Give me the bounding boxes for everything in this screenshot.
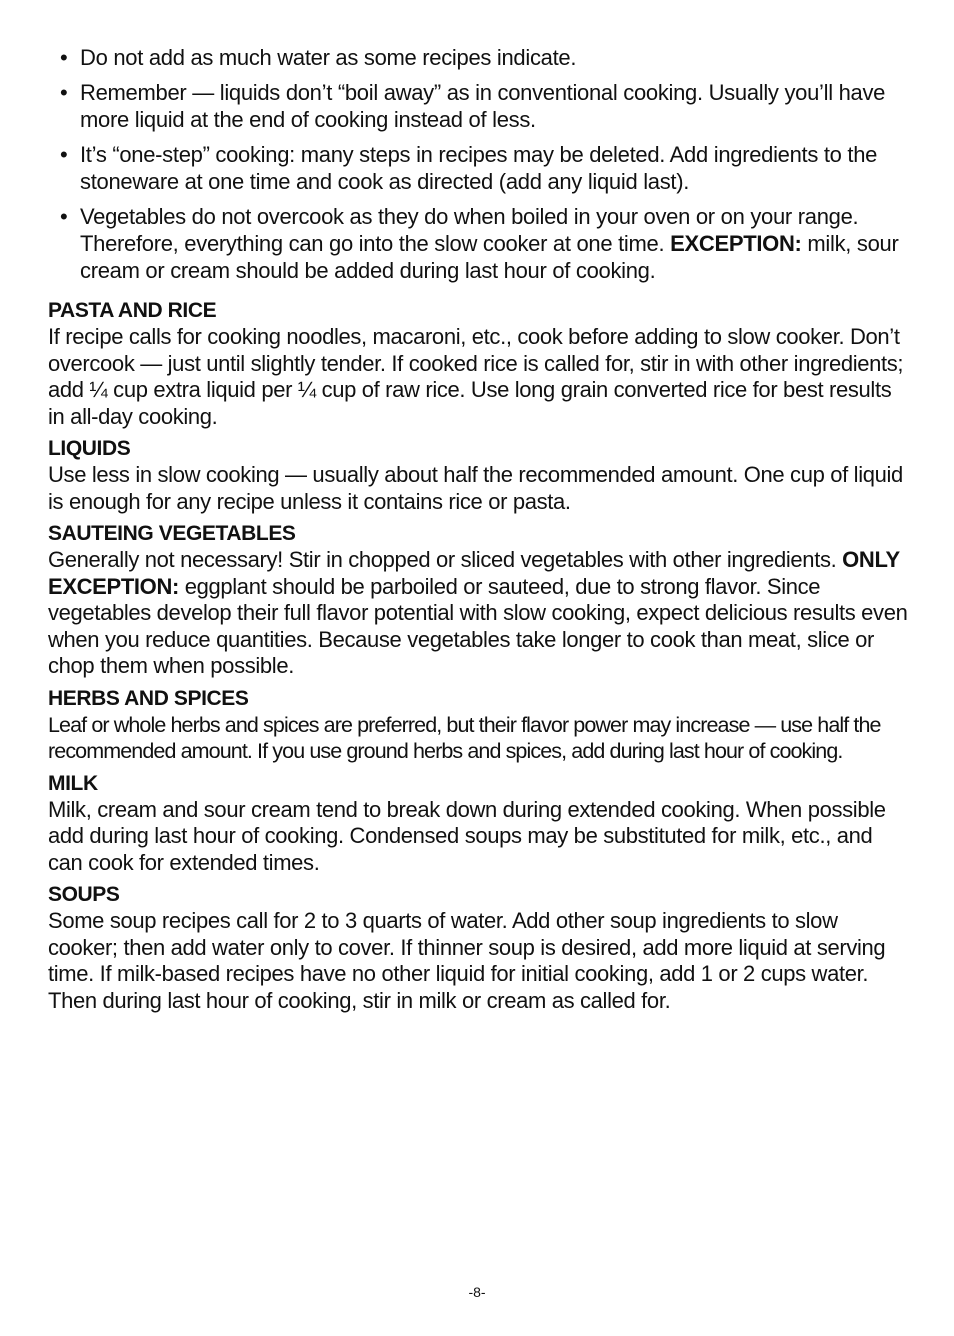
section-body (48, 547, 908, 680)
bullet-text: milk, sour cream or cream should be added during last hour of cooking. (80, 231, 899, 283)
section-pasta-and-rice (48, 298, 908, 430)
section-body: Some soup recipes call for 2 to 3 quarts of water. Add other soup ingredients to slow cooker; then add water only to cover. If thinner soup is desired, add more liquid at serving time. If milk-based recipes have no other liquid for initial cooking, add 1 or 2 cups water. Then during last hour of cooking, stir in milk or cream as called for. (48, 908, 886, 1013)
section-heading: SAUTEING VEGETABLES (48, 522, 296, 545)
section-heading: LIQUIDS (48, 437, 131, 460)
section-heading: MILK (48, 771, 98, 795)
section-body: Use less in slow cooking — usually about half the recommended amount. One cup of liquid is enough for any recipe unless it contains rice or pasta. (48, 462, 903, 514)
section-heading: PASTA AND RICE (48, 299, 217, 322)
section-body: Milk, cream and sour cream tend to break down during extended cooking. When possible add during last hour of cooking. Condensed soups may be substituted for milk, etc., and can cook for extended times. (48, 796, 886, 875)
section-body: Leaf or whole herbs and spices are preferred, but their flavor power may increase — use half the recommended amount. If you use ground herbs and spices, add during last hour of cooking. (48, 712, 881, 763)
section-heading: HERBS AND SPICES (48, 686, 249, 710)
document-page (48, 44, 908, 1020)
list-item: • It’s “one-step” cooking: many steps in recipes may be deleted. Add ingredients to the stoneware at one time and cook as directed (add any liquid last). (60, 141, 908, 195)
bullet-text: Vegetables do not overcook as they do when boiled in your oven or on your range. Therefore, everything can go into the slow cooker at one time. (80, 204, 859, 256)
section-heading: SOUPS (48, 883, 120, 906)
exception-label: EXCEPTION: (670, 231, 802, 256)
list-item: • Remember — liquids don’t “boil away” as in conventional cooking. Usually you’ll have more liquid at the end of cooking instead of less. (60, 79, 908, 133)
section-body: If recipe calls for cooking noodles, macaroni, etc., cook before adding to slow cooker. Don’t overcook — just until slightly tender. If cooked rice is called for, stir in with other ingredients; add ¼ cup extra liquid per ¼ cup of raw rice. Use long grain converted rice for best results in all-day cooking. (48, 324, 904, 429)
body-text: Generally not necessary! Stir in chopped or sliced vegetables with other ingredients. (48, 547, 843, 572)
page-number: -8- (468, 1284, 486, 1300)
section-herbs-and-spices (48, 686, 908, 765)
tips-list (60, 44, 908, 284)
section-milk (48, 771, 908, 877)
list-item: • Do not add as much water as some recipes indicate. (60, 44, 908, 71)
body-text: eggplant should be parboiled or sauteed, due to strong flavor. Since vegetables develop their full flavor potential with slow cooking, expect delicious results even when you reduce quantities. Because vegetables take longer to cook than meat, slice or chop them when possible. (48, 573, 908, 678)
section-soups (48, 882, 908, 1014)
exception-label: ONLY EXCEPTION: (48, 547, 900, 599)
section-sauteing-vegetables (48, 521, 908, 680)
section-liquids (48, 436, 908, 515)
list-item (60, 203, 908, 284)
